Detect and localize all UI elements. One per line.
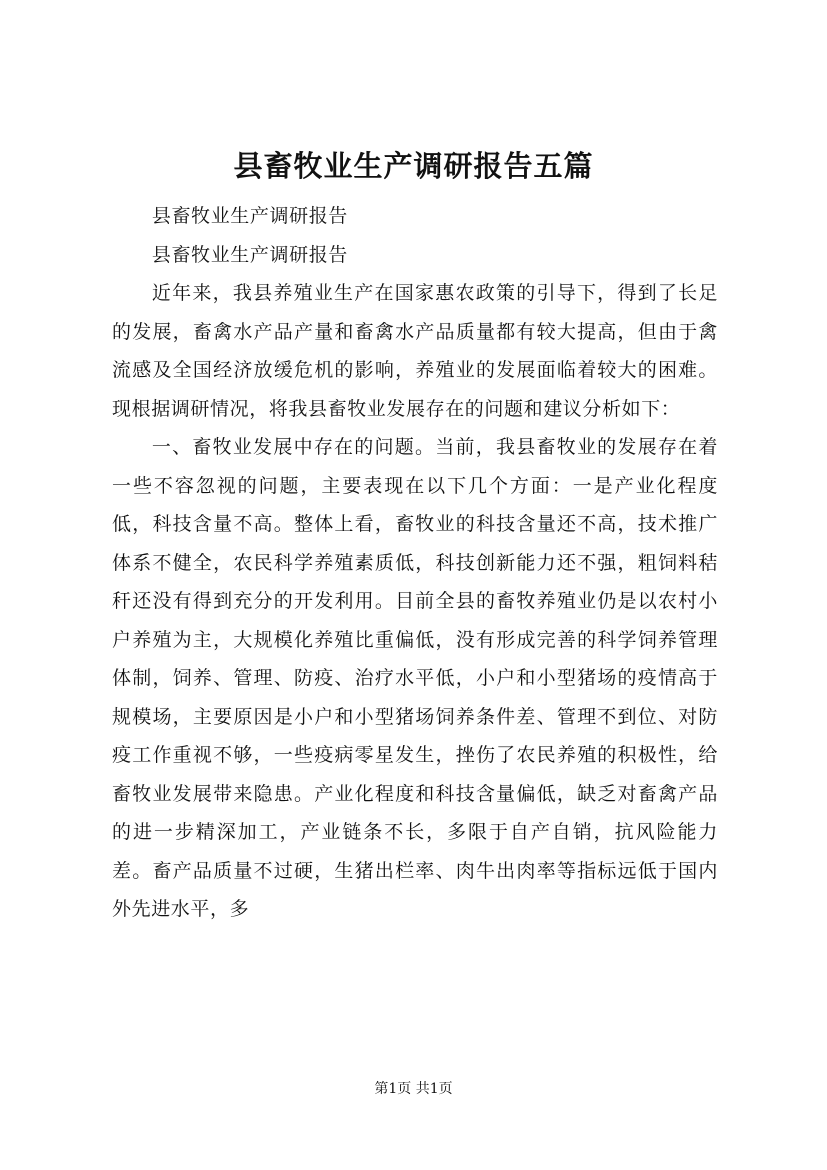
document-title: 县畜牧业生产调研报告五篇 bbox=[233, 149, 594, 183]
body-paragraph: 近年来，我县养殖业生产在国家惠农政策的引导下，得到了长足的发展，畜禽水产品产量和畜禽水产品质量都有较大提高，但由于禽流感及全国经济放缓危机的影响，养殖业的发展面临着较大的困难。现根据调研情况，将我县畜牧业发展存在的问题和建议分析如下： bbox=[112, 282, 718, 420]
subtitle-paragraph: 县畜牧业生产调研报告 bbox=[151, 243, 348, 266]
page-number-label: 第1页 共1页 bbox=[374, 1081, 453, 1097]
body-paragraph: 一、畜牧业发展中存在的问题。当前，我县畜牧业的发展存在着一些不容忽视的问题，主要表现在以下几个方面：一是产业化程度低，科技含量不高。整体上看，畜牧业的科技含量还不高，技术推广体系不健全，农民科学养殖素质低，科技创新能力还不强，粗饲料秸秆还没有得到充分的开发利用。目前全县的畜牧养殖业仍是以农村小户养殖为主，大规模化养殖比重偏低，没有形成完善的科学饲养管理体制，饲养、管理、防疫、治疗水平低，小户和小型猪场的疫情高于规模场，主要原因是小户和小型猪场饲养条件差、管理不到位、对防疫工作重视不够，一些疫病零星发生，挫伤了农民养殖的积极性，给畜牧业发展带来隐患。产业化程度和科技含量偏低，缺乏对畜禽产品的进一步精深加工，产业链条不长，多限于自产自销，抗风险能力差。畜产品质量不过硬，生猪出栏率、肉牛出肉率等指标远低于国内外先进水平，多 bbox=[112, 436, 718, 920]
subtitle-paragraph: 县畜牧业生产调研报告 bbox=[151, 205, 348, 227]
page-footer bbox=[0, 1079, 827, 1099]
document-body bbox=[112, 197, 718, 929]
